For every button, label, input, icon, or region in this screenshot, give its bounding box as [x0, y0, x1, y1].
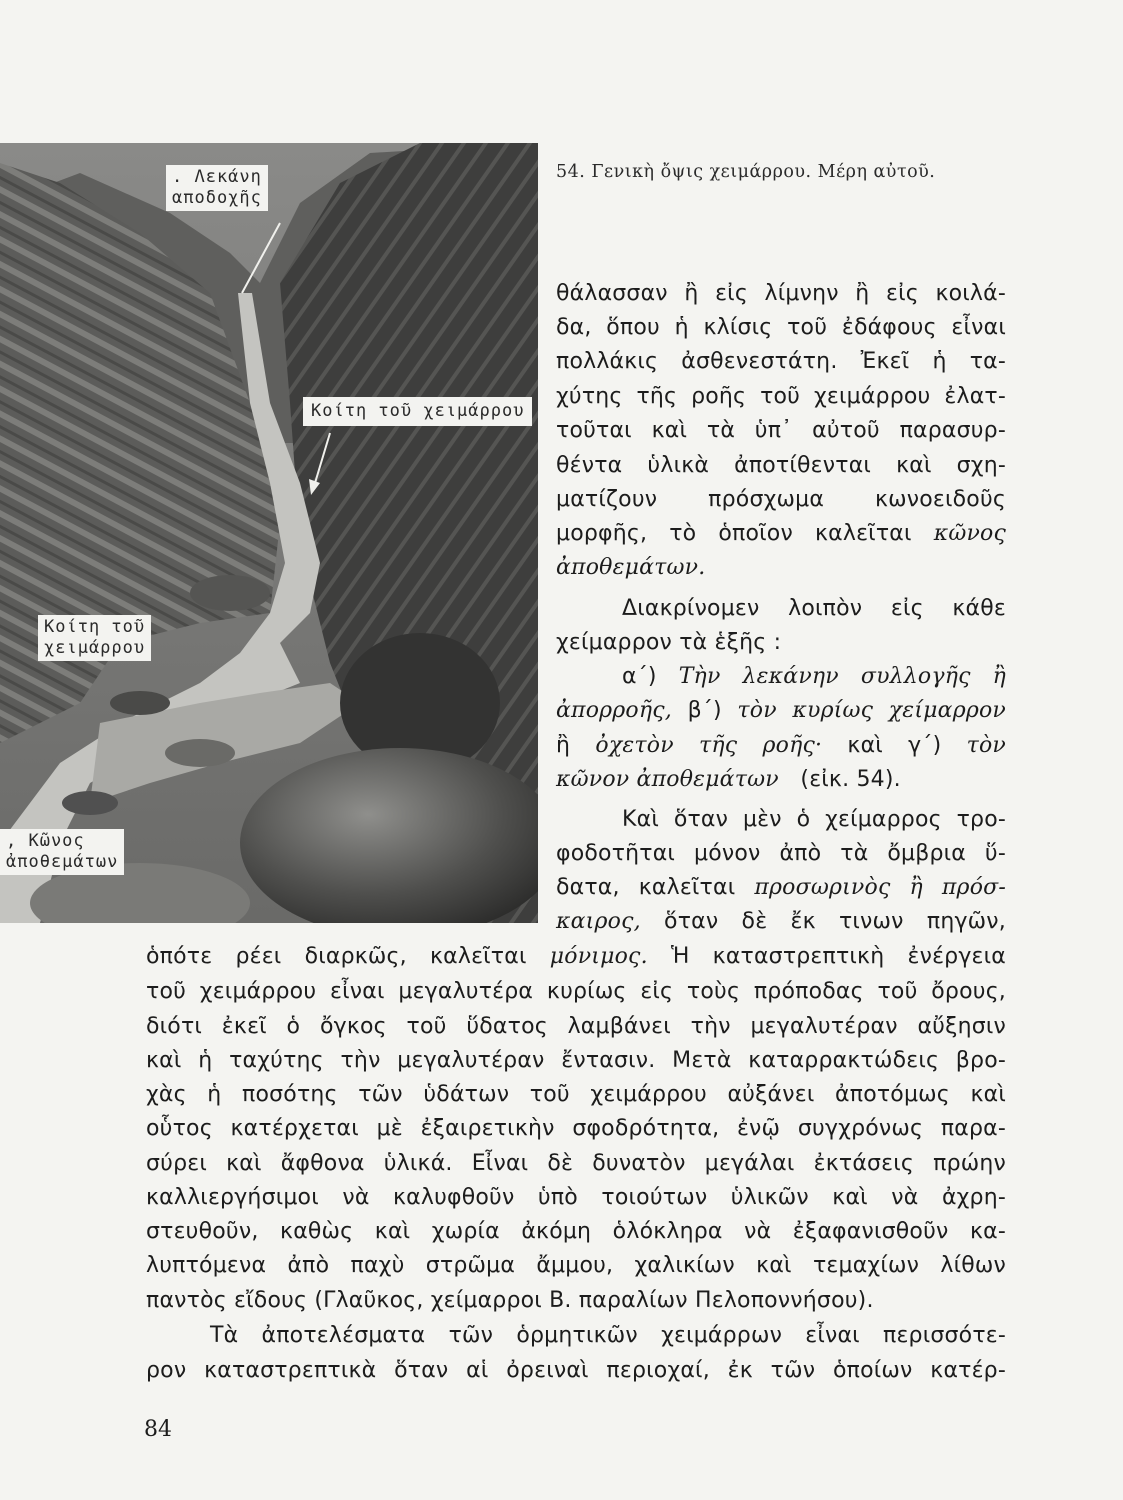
torrent-photograph [0, 143, 538, 923]
italic-term: Τὴν λεκάνην συλλογῆς ἢ [678, 664, 1006, 689]
paragraph-line: παντὸς εἴδους (Γλαῦκος, χείμαρροι Β. παραλίων Πελοποννήσου). [146, 1288, 874, 1313]
paragraph-line: διότι ἐκεῖ ὁ ὄγκος τοῦ ὕδατος λαμβάνει τὴν μεγαλυτέραν αὔξησιν [146, 1014, 1006, 1039]
italic-term: ὀχετὸν τῆς ροῆς· [595, 733, 823, 758]
italic-term: μόνιμος. [549, 944, 648, 969]
paragraph-line [622, 660, 1006, 694]
column-line: τοῦται καὶ τὰ ὑπ᾽ αὐτοῦ παρασυρ- [556, 418, 1006, 443]
italic-term: προσωρινὸς ἢ πρόσ- [754, 875, 1006, 900]
figure-reference: (εἰκ. 54). [800, 767, 901, 792]
italic-term-line: ἀποθεμάτων. [556, 555, 706, 580]
label-collection-basin [166, 165, 268, 211]
column-line: θάλασσαν ἢ εἰς λίμνην ἢ εἰς κοιλά- [556, 281, 1006, 306]
column-line: χύτης τῆς ροῆς τοῦ χειμάρρου ἐλατ- [556, 384, 1006, 409]
paragraph-line [556, 763, 1006, 797]
label-basin-line1: . Λεκάνη [172, 167, 262, 187]
italic-term: κῶνος [933, 521, 1006, 546]
text-fragment: ἢ [556, 733, 571, 758]
italic-term: κῶνον ἀποθεμάτων [556, 767, 779, 792]
label-torrent-bed-upper: Κοίτη τοῦ χειμάρρου [303, 397, 532, 426]
paragraph-line [556, 871, 1006, 905]
paragraph-line [556, 905, 1006, 939]
label-cone-line1: , Κῶνος [6, 831, 85, 851]
label-cone-line2: ἀποθεμάτων [6, 852, 119, 872]
paragraph-line: χὰς ἡ ποσότης τῶν ὑδάτων τοῦ χειμάρρου αὐξάνει ἀποτόμως καὶ [146, 1082, 1006, 1107]
paragraph-line: Καὶ ὅταν μὲν ὁ χείμαρρος τρο- [622, 807, 1006, 832]
paragraph-line: οὗτος κατέρχεται μὲ ἐξαιρετικὴν σφοδρότητα, ἐνῷ συγχρόνως παρα- [146, 1116, 1006, 1141]
paragraph-line [556, 694, 1006, 728]
paragraph-line: Τὰ ἀποτελέσματα τῶν ὁρμητικῶν χειμάρρων εἶναι περισσότε- [210, 1323, 1006, 1348]
enum-a: α΄) [622, 664, 657, 689]
label-torrent-bed-lower [38, 615, 151, 661]
column-line: δα, ὅπου ἡ κλίσις τοῦ ἐδάφους εἶναι [556, 315, 1006, 340]
italic-term: τὸν κυρίως χείμαρρον [737, 698, 1006, 723]
torrent-photo-illustration [0, 143, 538, 923]
column-line: πολλάκις ἀσθενεστάτη. Ἐκεῖ ἡ τα- [556, 349, 1006, 374]
label-bed-lower-line2: χειμάρρου [44, 638, 146, 658]
paragraph-line: τοῦ χειμάρρου εἶναι μεγαλυτέρα κυρίως εἰς τοὺς πρόποδας τοῦ ὄρους, [146, 979, 1006, 1004]
italic-term: καιρος, [556, 909, 641, 934]
text-fragment: ὅταν δὲ ἔκ τινων πηγῶν, [664, 909, 1006, 934]
paragraph-line: καλλιεργήσιμοι νὰ καλυφθοῦν ὑπὸ τοιούτων ὑλικῶν καὶ νὰ ἀχρη- [146, 1185, 1006, 1210]
paragraph-line [556, 729, 1006, 763]
paragraph-line: χείμαρρον τὰ ἑξῆς : [556, 630, 782, 655]
enum-b: β΄) [687, 698, 722, 723]
label-bed-lower-line1: Κοίτη τοῦ [44, 617, 146, 637]
figure-caption: 54. Γενικὴ ὄψις χειμάρρου. Μέρη αὐτοῦ. [556, 162, 936, 182]
text-fragment: ὁπότε ρέει διαρκῶς, καλεῖται [146, 944, 527, 969]
paragraph-line: στευθοῦν, καθὼς καὶ χωρία ἀκόμη ὁλόκληρα νὰ ἐξαφανισθοῦν κα- [146, 1219, 1006, 1244]
label-deposit-cone [0, 829, 124, 875]
enum-c: καὶ γ΄) [847, 733, 942, 758]
column-line [556, 517, 1006, 551]
paragraph-line: ρον καταστρεπτικὰ ὅταν αἱ ὀρειναὶ περιοχαί, ἐκ τῶν ὁποίων κατέρ- [146, 1358, 1006, 1383]
text-fragment: Ἡ καταστρεπτικὴ ἐνέργεια [670, 944, 1006, 969]
italic-term: ἀπορροῆς, [556, 698, 672, 723]
paragraph-line: φοδοτῆται μόνον ἀπὸ τὰ ὄμβρια ὕ- [556, 841, 1006, 866]
paragraph-line: Διακρίνομεν λοιπὸν εἰς κάθε [622, 596, 1006, 621]
column-line-text: μορφῆς, τὸ ὁποῖον καλεῖται [556, 521, 912, 546]
page-number: 84 [144, 1417, 172, 1442]
text-fragment: δατα, καλεῖται [556, 875, 736, 900]
column-line: θέντα ὑλικὰ ἀποτίθενται καὶ σχη- [556, 453, 1006, 478]
paragraph-line: σύρει καὶ ἄφθονα ὑλικά. Εἶναι δὲ δυνατὸν μεγάλαι ἐκτάσεις πρώην [146, 1151, 1006, 1176]
paragraph-line [146, 940, 1006, 974]
italic-term: τὸν [966, 733, 1006, 758]
label-basin-line2: αποδοχῆς [172, 188, 262, 208]
paragraph-line: λυπτόμενα ἀπὸ παχὺ στρῶμα ἄμμου, χαλικίων καὶ τεμαχίων λίθων [146, 1253, 1006, 1278]
column-line: ματίζουν πρόσχωμα κωνοειδοῦς [556, 487, 1006, 512]
paragraph-line: καὶ ἡ ταχύτης τὴν μεγαλυτέραν ἔντασιν. Μετὰ καταρρακτώδεις βρο- [146, 1048, 1006, 1073]
